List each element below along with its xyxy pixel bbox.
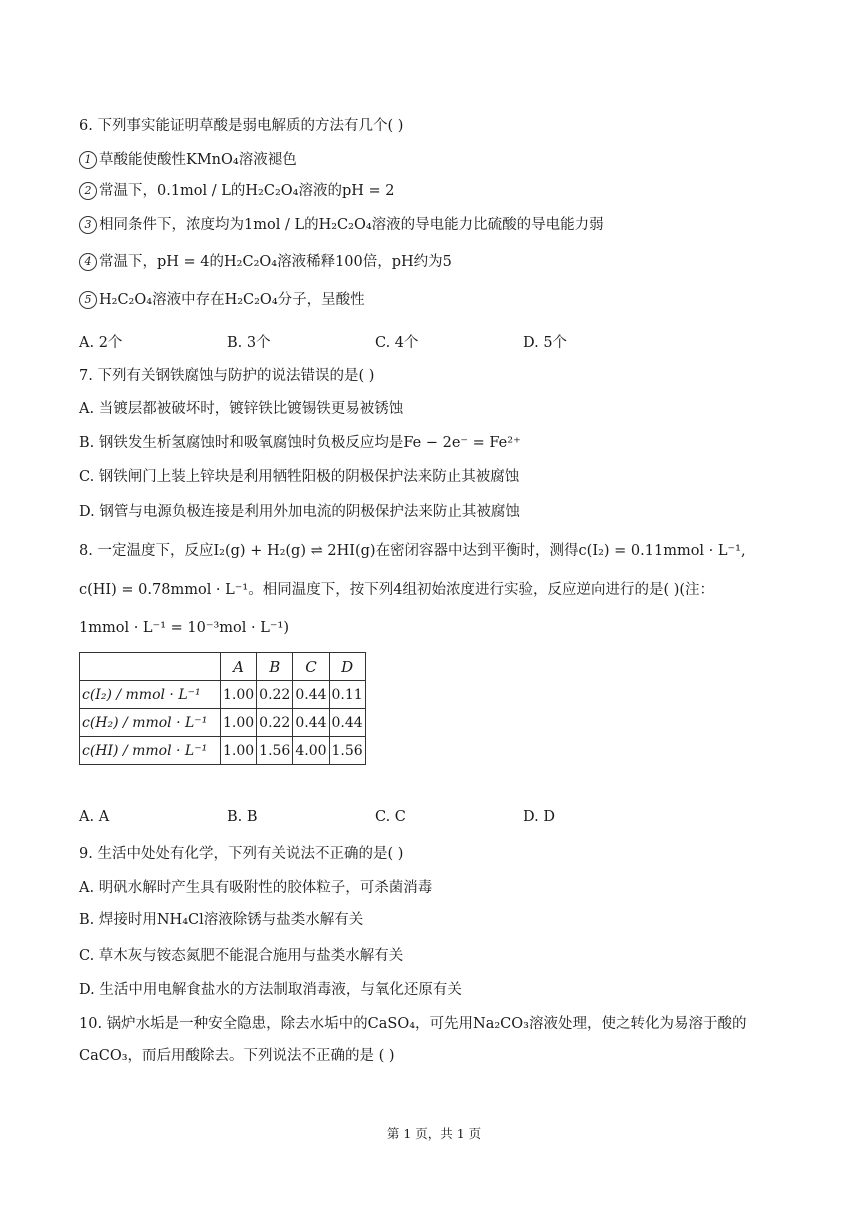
table-cell: 1.00 [221, 737, 257, 765]
table-cell: 0.22 [257, 681, 293, 709]
table-header-row [80, 653, 366, 681]
q6-stem: 6. 下列事实能证明草酸是弱电解质的方法有几个( ) [79, 118, 404, 134]
choice-d: D. D [523, 809, 555, 825]
row-label: c(HI) / mmol · L⁻¹ [80, 737, 221, 765]
q9-option-a: A. 明矾水解时产生具有吸附性的胶体粒子，可杀菌消毒 [79, 880, 433, 896]
table-cell: 1.56 [257, 737, 293, 765]
choice-b: B. B [227, 809, 258, 825]
circled-number-icon: 3 [79, 216, 97, 234]
table-header-cell: A [221, 653, 257, 681]
choice-a: A. A [79, 809, 110, 825]
q6-choices [79, 331, 779, 351]
table-cell: 4.00 [293, 737, 329, 765]
q7-option-b: B. 钢铁发生析氢腐蚀时和吸氧腐蚀时负极反应均是Fe − 2e⁻ = Fe²⁺ [79, 435, 521, 451]
q8-stem-line3: 1mmol · L⁻¹ = 10⁻³mol · L⁻¹) [79, 620, 289, 636]
q6-item-text: H₂C₂O₄溶液中存在H₂C₂O₄分子，呈酸性 [99, 292, 365, 308]
table-header-cell: B [257, 653, 293, 681]
table-row [80, 737, 366, 765]
circled-number-icon: 5 [79, 291, 97, 309]
table-header-cell: D [329, 653, 365, 681]
choice-a: A. 2个 [79, 335, 123, 351]
table-row [80, 681, 366, 709]
q6-item-text: 常温下，0.1mol / L的H₂C₂O₄溶液的pH = 2 [99, 183, 395, 199]
q6-item-text: 常温下，pH = 4的H₂C₂O₄溶液稀释100倍，pH约为5 [99, 254, 452, 270]
choice-c: C. 4个 [375, 335, 419, 351]
q6-item-3 [79, 215, 604, 235]
q9-stem: 9. 生活中处处有化学，下列有关说法不正确的是( ) [79, 846, 404, 862]
q10-stem-line1: 10. 锅炉水垢是一种安全隐患，除去水垢中的CaSO₄，可先用Na₂CO₃溶液处理，使之转化为易溶于酸的 [79, 1016, 747, 1032]
q8-stem-line1: 8. 一定温度下，反应I₂(g) + H₂(g) ⇌ 2HI(g)在密闭容器中达到平衡时，测得c(I₂) = 0.11mmol · L⁻¹, [79, 543, 746, 559]
q10-stem-line2: CaCO₃，而后用酸除去。下列说法不正确的是 ( ) [79, 1048, 395, 1064]
table-cell: 0.44 [293, 709, 329, 737]
circled-number-icon: 4 [79, 253, 97, 271]
table-row [80, 709, 366, 737]
row-label: c(I₂) / mmol · L⁻¹ [80, 681, 221, 709]
table-header-cell: C [293, 653, 329, 681]
q6-item-1 [79, 150, 297, 170]
table-cell: 1.00 [221, 709, 257, 737]
choice-b: B. 3个 [227, 335, 271, 351]
table-cell: 0.44 [293, 681, 329, 709]
row-label: c(H₂) / mmol · L⁻¹ [80, 709, 221, 737]
q8-choices [79, 809, 779, 829]
q9-option-c: C. 草木灰与铵态氮肥不能混合施用与盐类水解有关 [79, 948, 404, 964]
page-footer: 第 1 页，共 1 页 [386, 1126, 482, 1141]
circled-number-icon: 1 [79, 151, 97, 169]
q7-option-c: C. 钢铁闸门上装上锌块是利用牺牲阳极的阴极保护法来防止其被腐蚀 [79, 469, 520, 485]
q6-item-text: 相同条件下，浓度均为1mol / L的H₂C₂O₄溶液的导电能力比硫酸的导电能力弱 [99, 217, 604, 233]
q6-item-5 [79, 290, 365, 310]
table-header-cell [80, 653, 221, 681]
q8-concentration-table [79, 652, 366, 765]
q9-option-d: D. 生活中用电解食盐水的方法制取消毒液，与氧化还原有关 [79, 982, 462, 998]
circled-number-icon: 2 [79, 182, 97, 200]
q6-item-4 [79, 252, 452, 272]
q6-item-text: 草酸能使酸性KMnO₄溶液褪色 [99, 152, 297, 168]
table-cell: 0.11 [329, 681, 365, 709]
q8-stem-line2: c(HI) = 0.78mmol · L⁻¹。相同温度下，按下列4组初始浓度进行实验，反应逆向进行的是( )(注： [79, 582, 715, 598]
table-cell: 0.22 [257, 709, 293, 737]
table-cell: 1.00 [221, 681, 257, 709]
q7-option-a: A. 当镀层都被破坏时，镀锌铁比镀锡铁更易被锈蚀 [79, 401, 404, 417]
q7-stem: 7. 下列有关钢铁腐蚀与防护的说法错误的是( ) [79, 368, 375, 384]
table-cell: 0.44 [329, 709, 365, 737]
q6-item-2 [79, 181, 395, 201]
table-cell: 1.56 [329, 737, 365, 765]
q9-option-b: B. 焊接时用NH₄Cl溶液除锈与盐类水解有关 [79, 912, 364, 928]
q7-option-d: D. 钢管与电源负极连接是利用外加电流的阴极保护法来防止其被腐蚀 [79, 504, 520, 520]
choice-d: D. 5个 [523, 335, 568, 351]
choice-c: C. C [375, 809, 406, 825]
